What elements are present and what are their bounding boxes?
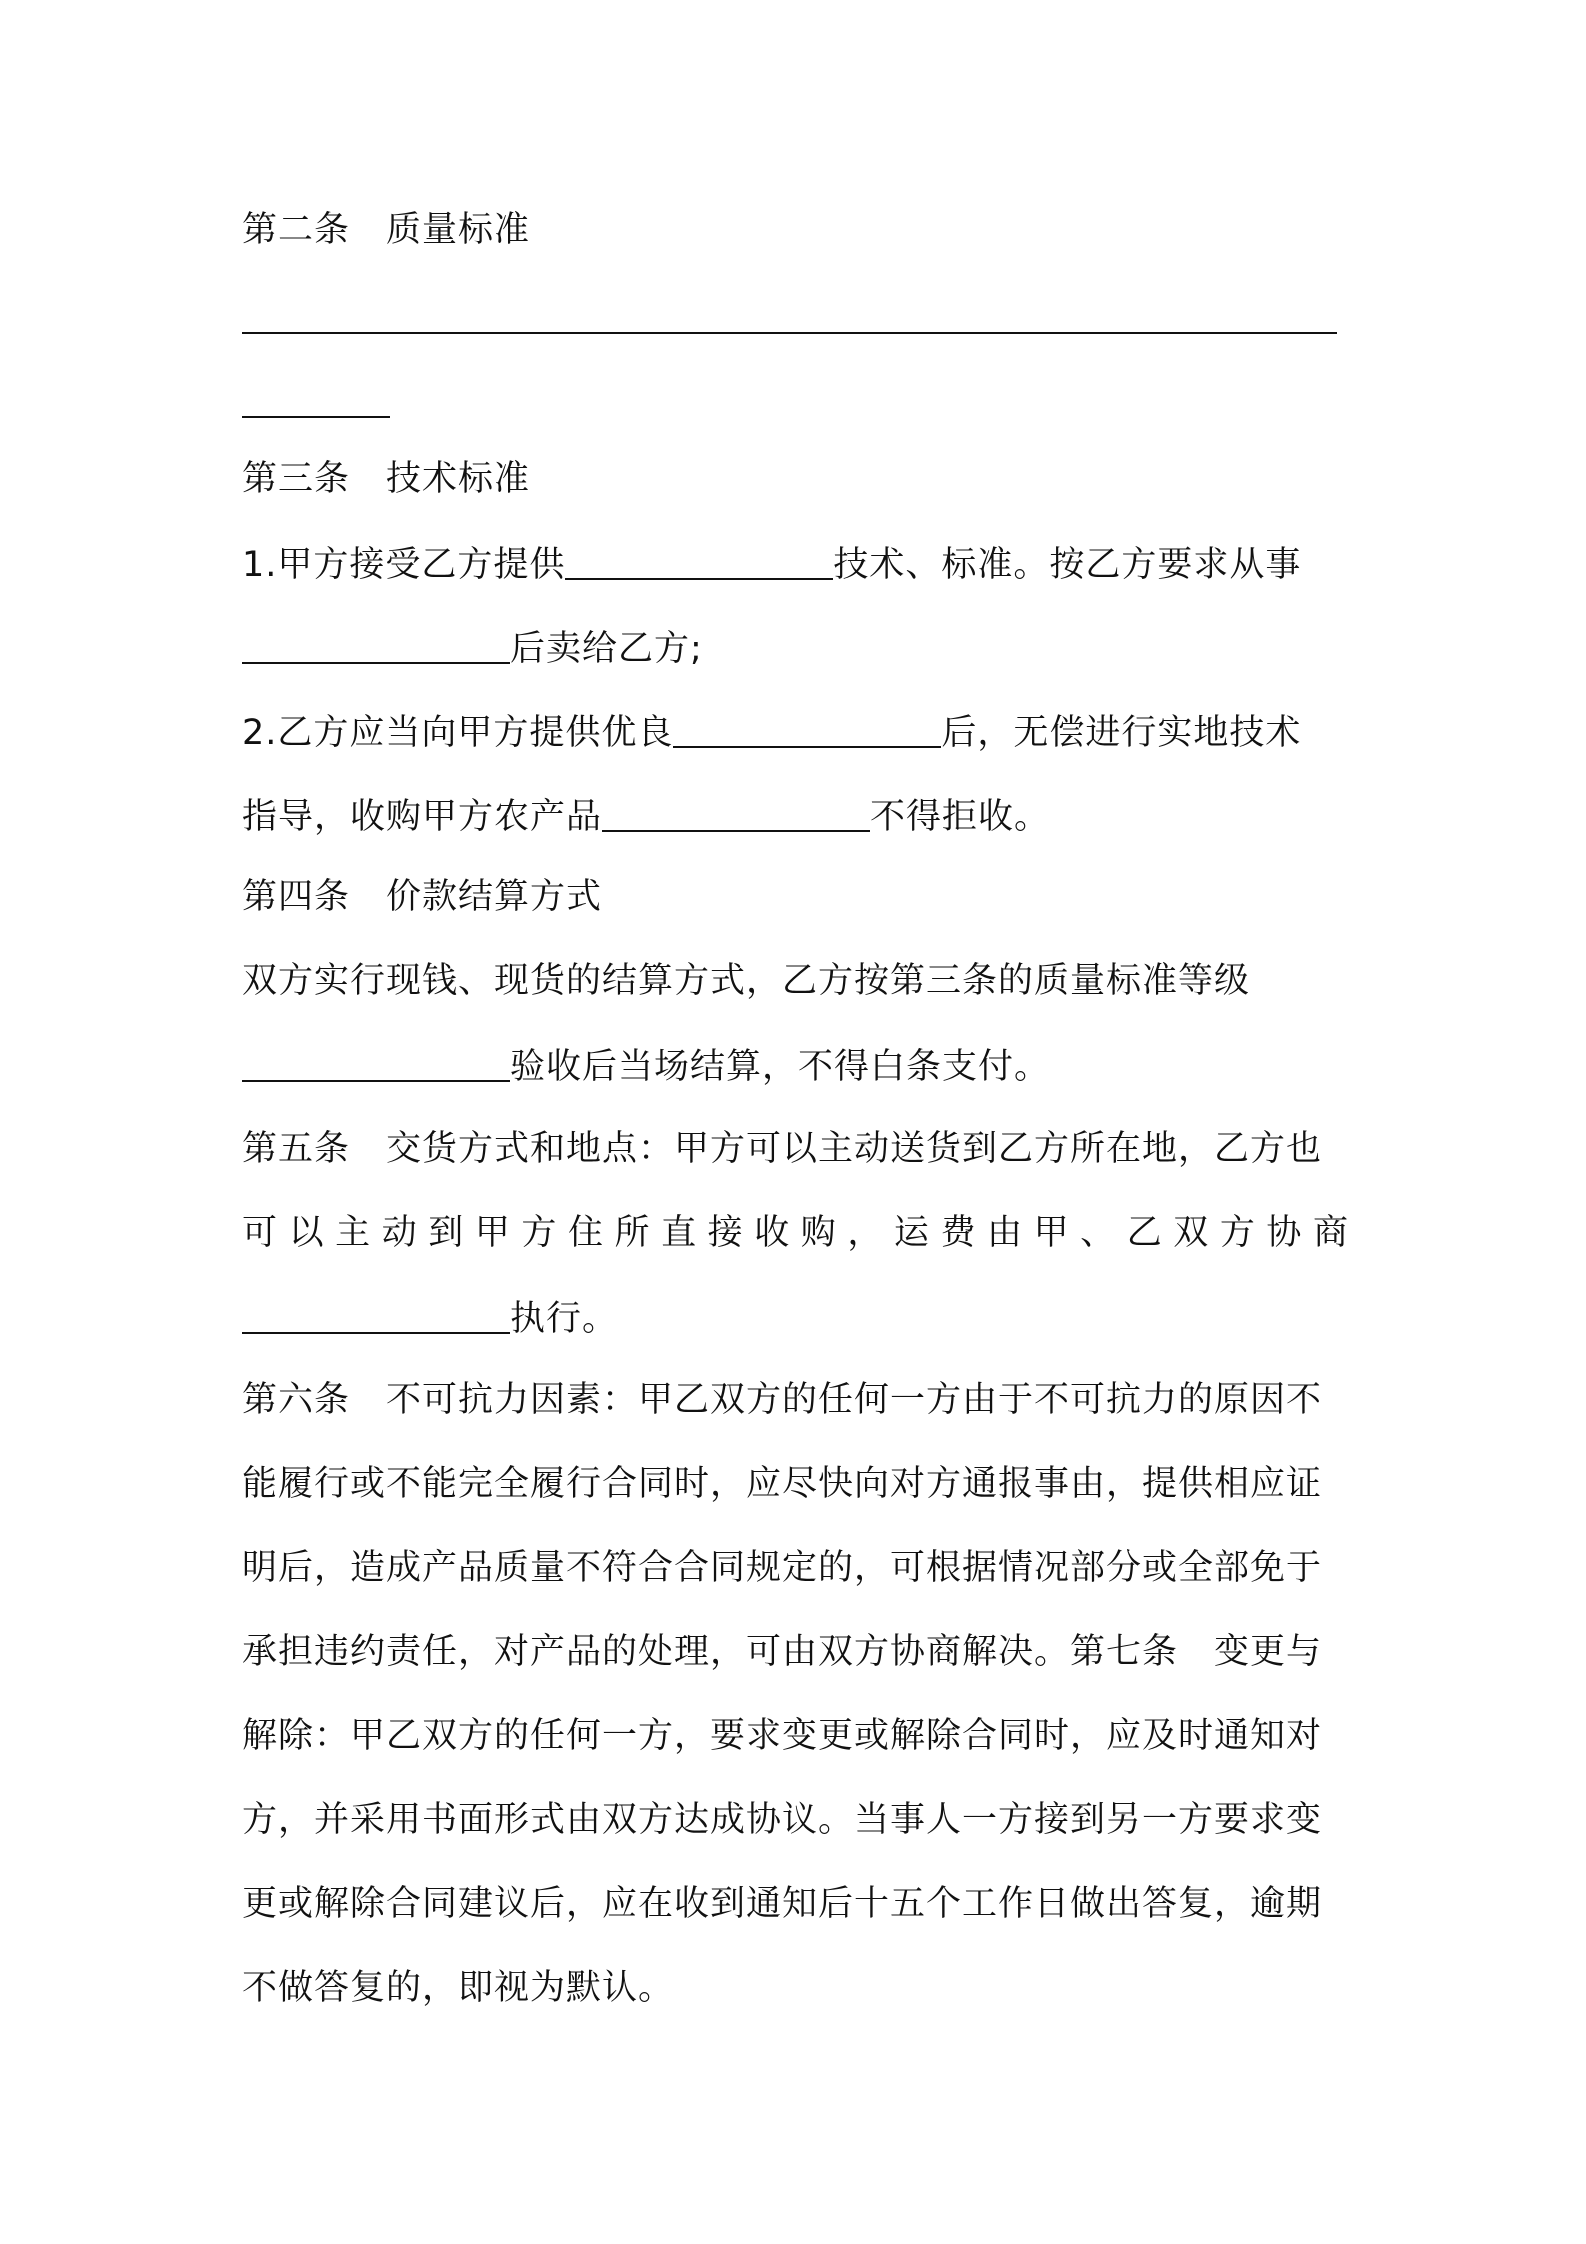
- fill-in-blank: [602, 794, 870, 832]
- article-2-blank-tail-line: [242, 376, 1357, 426]
- fill-in-blank: [565, 542, 833, 580]
- article-4-text: 验收后当场结算，不得白条支付。: [510, 1047, 1051, 1087]
- article-2-number: 第二条: [242, 210, 351, 250]
- article-6-text: 明后，造成产品质量不符合合同规定的，可根据情况部分或全部免于: [242, 1548, 1323, 1588]
- article-3-number: 第三条: [242, 459, 351, 499]
- article-3-heading-line: [242, 454, 1357, 504]
- article-6-number: 第六条: [242, 1380, 351, 1420]
- article-3-item-1-cont-line: [242, 622, 1357, 672]
- article-6-text: 不可抗力因素：甲乙双方的任何一方由于不可抗力的原因不: [386, 1380, 1323, 1420]
- article-5-text: 交货方式和地点：甲方可以主动送货到乙方所在地，乙方也: [386, 1129, 1323, 1169]
- article-7-text-line: [242, 1711, 1357, 1761]
- fill-in-blank: [242, 296, 1337, 334]
- article-4-text: 双方实行现钱、现货的结算方式，乙方按第三条的质量标准等级: [242, 961, 1251, 1001]
- article-4-heading-line: [242, 872, 1357, 922]
- article-2-blank-line: [242, 292, 1357, 342]
- article-3-item-1-text: 1.甲方接受乙方提供: [242, 545, 566, 585]
- article-7-text-line: [242, 1795, 1357, 1845]
- article-3-item-2-text: 2.乙方应当向甲方提供优良: [242, 713, 674, 753]
- article-5-heading-line: [242, 1124, 1357, 1174]
- article-2-title: 质量标准: [386, 210, 531, 250]
- article-7-text-line: [242, 1879, 1357, 1929]
- article-5-text-cont-line: [242, 1292, 1357, 1342]
- article-4-text-line: [242, 956, 1357, 1006]
- article-5-text: 可以主动到甲方住所直接收购，运费由甲、乙双方协商: [242, 1213, 1357, 1253]
- fill-in-blank: [242, 626, 510, 664]
- article-4-number: 第四条: [242, 877, 351, 917]
- article-5-text-line: [242, 1208, 1357, 1258]
- article-3-item-2-text: 指导，收购甲方农产品: [242, 797, 603, 837]
- article-7-text-line: [242, 1963, 1357, 2013]
- article-7-text: 更或解除合同建议后，应在收到通知后十五个工作日做出答复，逾期: [242, 1884, 1323, 1924]
- article-3-item-1-text: 后卖给乙方;: [510, 629, 703, 669]
- article-3-title: 技术标准: [386, 459, 531, 499]
- article-6-heading-line: [242, 1375, 1357, 1425]
- article-6-text: 承担违约责任，对产品的处理，可由双方协商解决。第七条: [242, 1632, 1179, 1672]
- article-4-title: 价款结算方式: [386, 877, 603, 917]
- article-6-text-line: [242, 1459, 1357, 1509]
- article-7-title: 变更与: [1214, 1632, 1323, 1672]
- article-7-text: 解除：甲乙双方的任何一方，要求变更或解除合同时，应及时通知对: [242, 1716, 1323, 1756]
- article-6-text-line: [242, 1543, 1357, 1593]
- article-3-item-1-line: [242, 538, 1357, 588]
- fill-in-blank: [242, 1296, 510, 1334]
- article-7-text: 方，并采用书面形式由双方达成协议。当事人一方接到另一方要求变: [242, 1800, 1323, 1840]
- article-3-item-1-text: 技术、标准。按乙方要求从事: [833, 545, 1302, 585]
- article-6-text-line: [242, 1627, 1357, 1677]
- article-5-text: 执行。: [510, 1299, 619, 1339]
- fill-in-blank: [242, 380, 390, 418]
- article-4-text-cont-line: [242, 1040, 1357, 1090]
- fill-in-blank: [673, 710, 941, 748]
- article-5-number: 第五条: [242, 1129, 351, 1169]
- article-3-item-2-text: 不得拒收。: [870, 797, 1051, 837]
- article-6-text: 能履行或不能完全履行合同时，应尽快向对方通报事由，提供相应证: [242, 1464, 1323, 1504]
- article-3-item-2-line: [242, 706, 1357, 756]
- article-3-item-2-text: 后，无偿进行实地技术: [941, 713, 1302, 753]
- article-3-item-2-cont-line: [242, 790, 1357, 840]
- fill-in-blank: [242, 1044, 510, 1082]
- article-7-text: 不做答复的，即视为默认。: [242, 1968, 675, 2008]
- article-2-heading-line: [242, 205, 1357, 255]
